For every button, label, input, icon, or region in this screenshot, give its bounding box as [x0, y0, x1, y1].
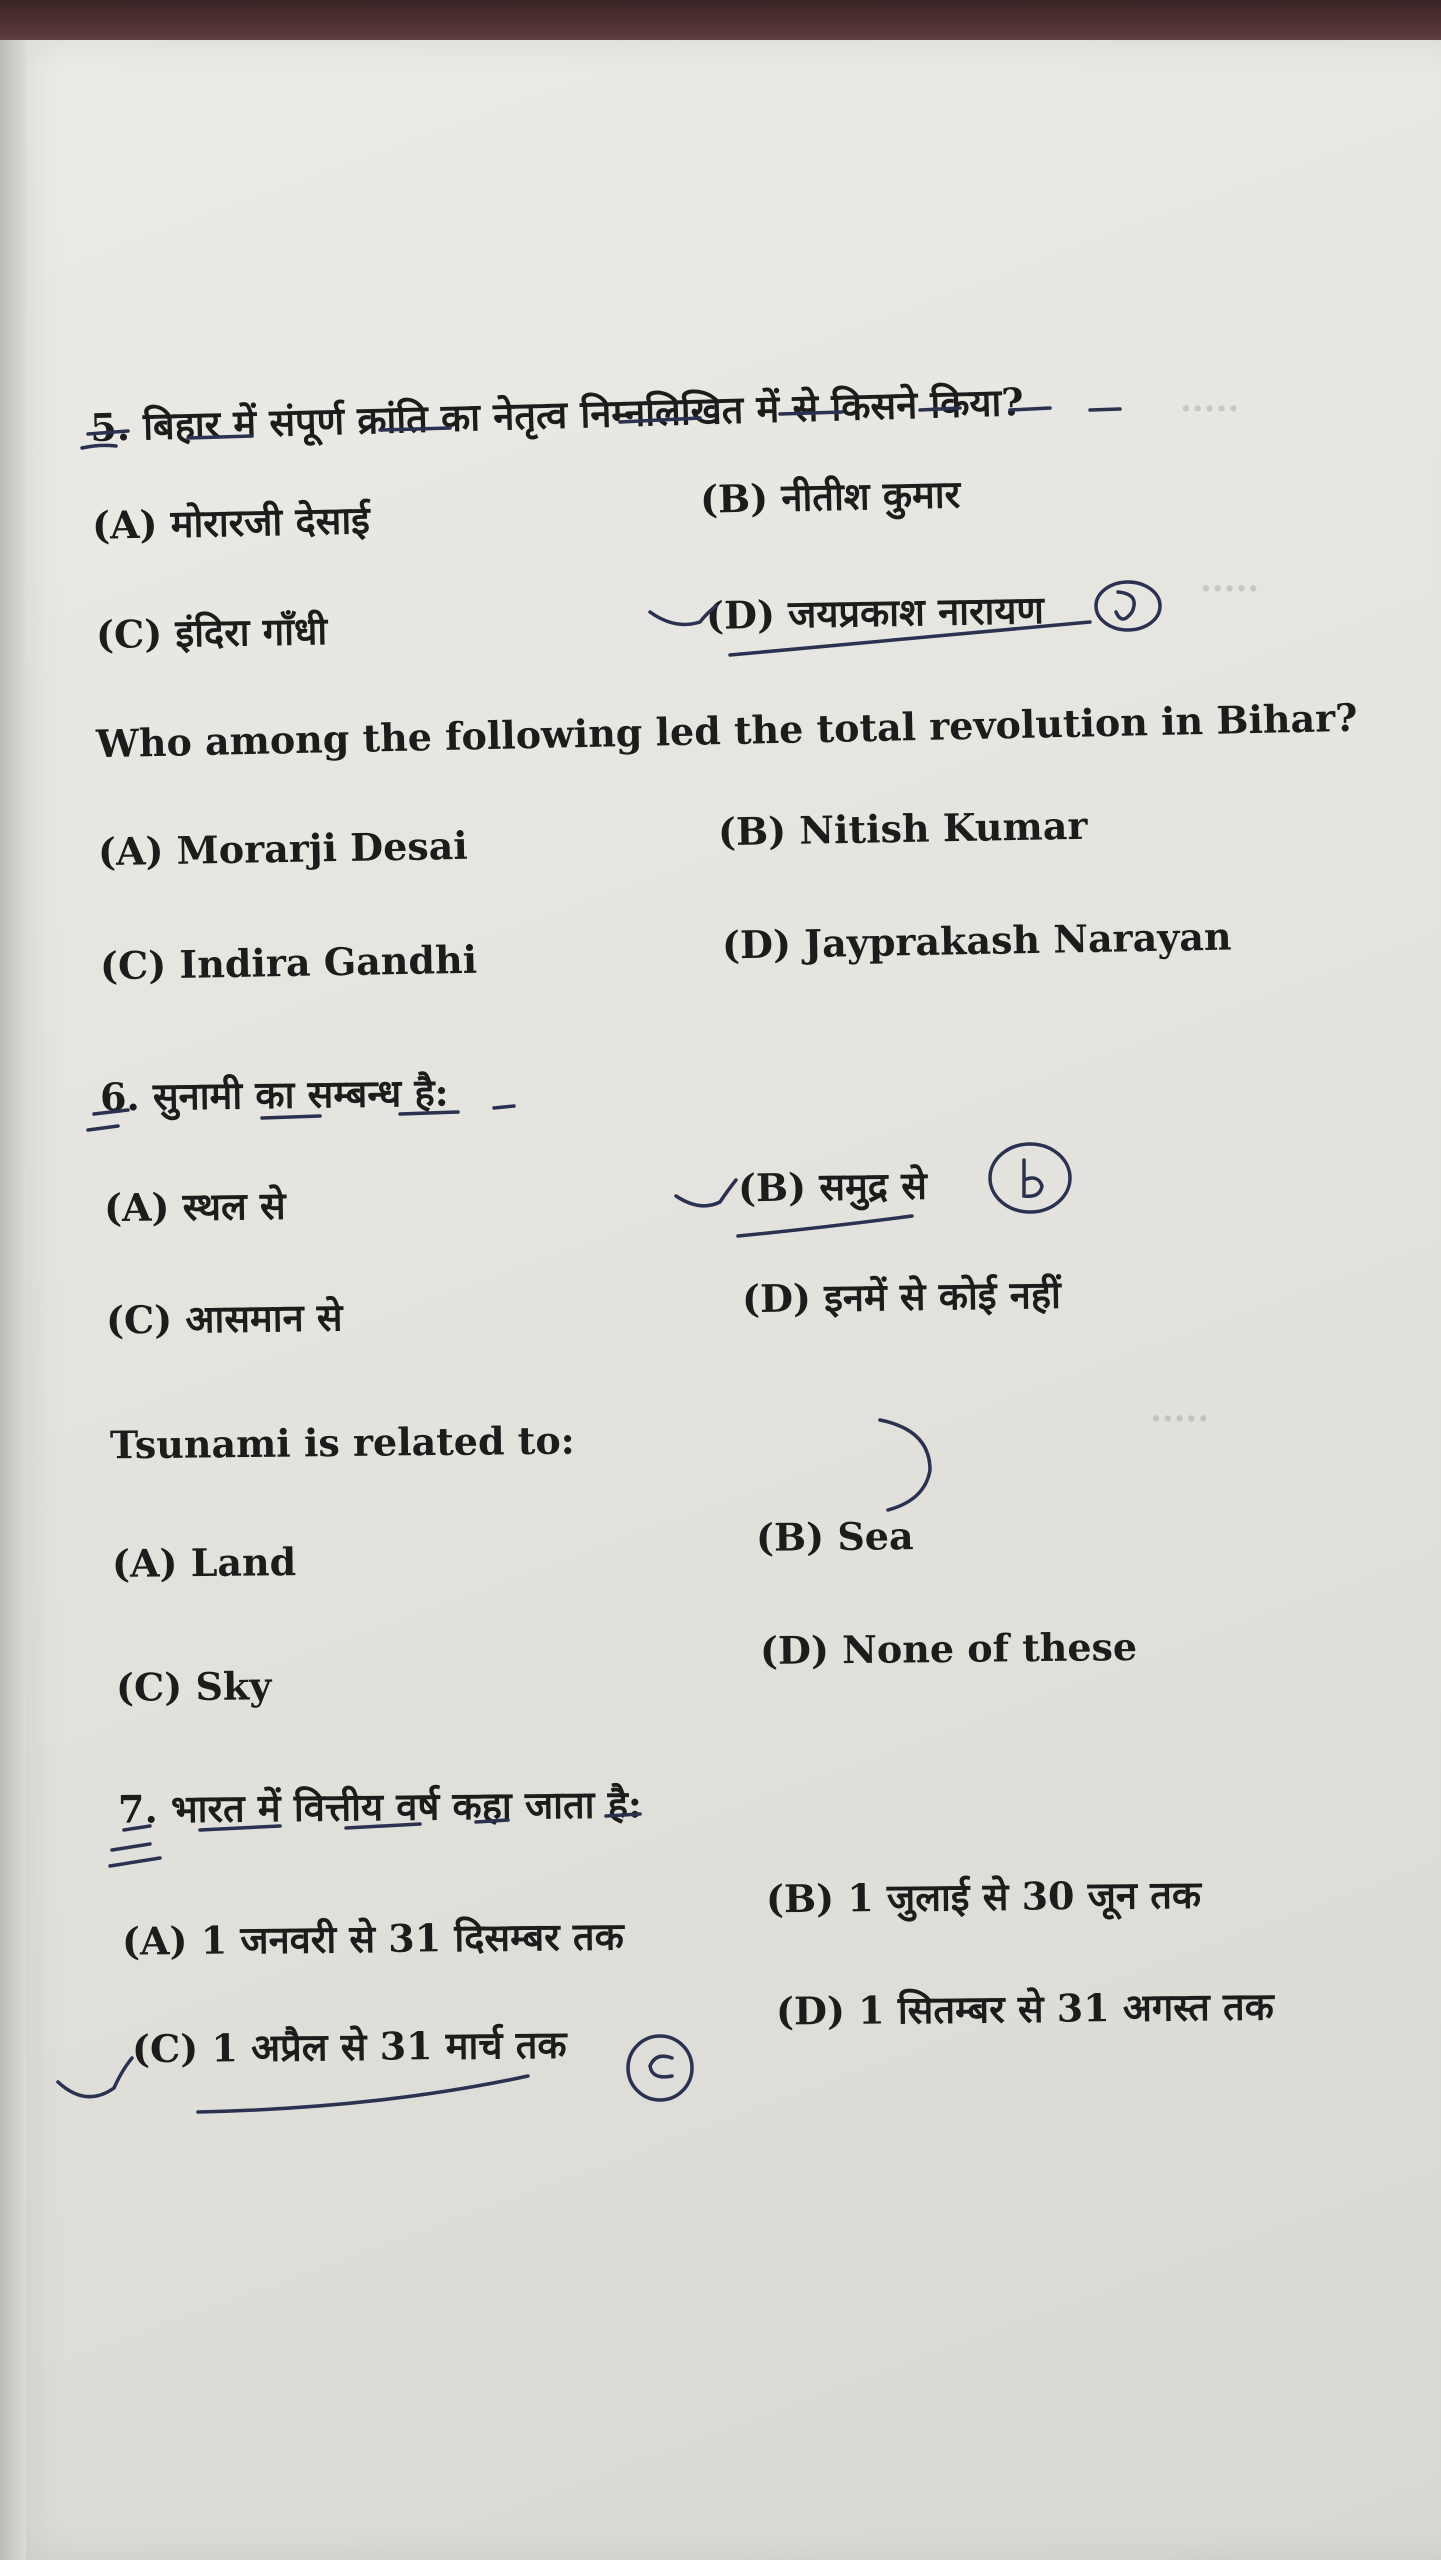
q6-option-a-hindi[interactable]: (A) स्थल से: [103, 1182, 286, 1231]
q6-option-c-english[interactable]: (C) Sky: [115, 1663, 272, 1710]
question-5-stem-hindi: 5. बिहार में संपूर्ण क्रांति का नेतृत्व निम्नलिखित में से किसने किया?: [89, 378, 1025, 451]
q5-option-d-english[interactable]: (D) Jayprakash Narayan: [721, 913, 1232, 968]
q6-option-b-english[interactable]: (B) Sea: [755, 1513, 914, 1560]
q5-option-c-english[interactable]: (C) Indira Gandhi: [99, 936, 478, 989]
q6-option-d-english[interactable]: (D) None of these: [759, 1624, 1138, 1673]
q5-option-b-english[interactable]: (B) Nitish Kumar: [717, 802, 1088, 855]
paper-edge: [0, 40, 26, 2560]
q7-option-c-hindi[interactable]: (C) 1 अप्रैल से 31 मार्च तक: [131, 2021, 567, 2072]
question-number: 6.: [99, 1073, 141, 1120]
q5-option-a-hindi[interactable]: (A) मोरारजी देसाई: [91, 497, 371, 548]
question-7-stem-hindi: 7. भारत में वित्तीय वर्ष कहा जाता है:: [117, 1781, 643, 1832]
bleed-through-text: .....: [1200, 560, 1260, 600]
q7-option-b-hindi[interactable]: (B) 1 जुलाई से 30 जून तक: [765, 1871, 1202, 1922]
question-5-stem-english: Who among the following led the total revolution in Bihar?: [95, 694, 1358, 767]
question-number: 5.: [89, 403, 131, 451]
q6-option-d-hindi[interactable]: (D) इनमें से कोई नहीं: [741, 1271, 1062, 1322]
q5-option-d-hindi[interactable]: (D) जयप्रकाश नारायण: [705, 587, 1045, 638]
q6-option-c-hindi[interactable]: (C) आसमान से: [105, 1294, 343, 1343]
question-number: 7.: [117, 1786, 158, 1832]
q6-option-b-hindi[interactable]: (B) समुद्र से: [737, 1162, 928, 1211]
bleed-through-text: .....: [1180, 380, 1240, 420]
question-6-stem-english: Tsunami is related to:: [109, 1417, 575, 1468]
q6-option-a-english[interactable]: (A) Land: [111, 1539, 297, 1586]
q5-option-b-hindi[interactable]: (B) नीतीश कुमार: [699, 471, 961, 522]
q7-option-d-hindi[interactable]: (D) 1 सितम्बर से 31 अगस्त तक: [775, 1983, 1275, 2034]
question-6-stem-hindi: 6. सुनामी का सम्बन्ध है:: [99, 1069, 449, 1120]
q7-option-a-hindi[interactable]: (A) 1 जनवरी से 31 दिसम्बर तक: [121, 1913, 625, 1964]
bleed-through-text: .....: [1150, 1390, 1210, 1430]
q5-option-a-english[interactable]: (A) Morarji Desai: [97, 822, 469, 875]
q5-option-c-hindi[interactable]: (C) इंदिरा गाँधी: [95, 607, 328, 658]
